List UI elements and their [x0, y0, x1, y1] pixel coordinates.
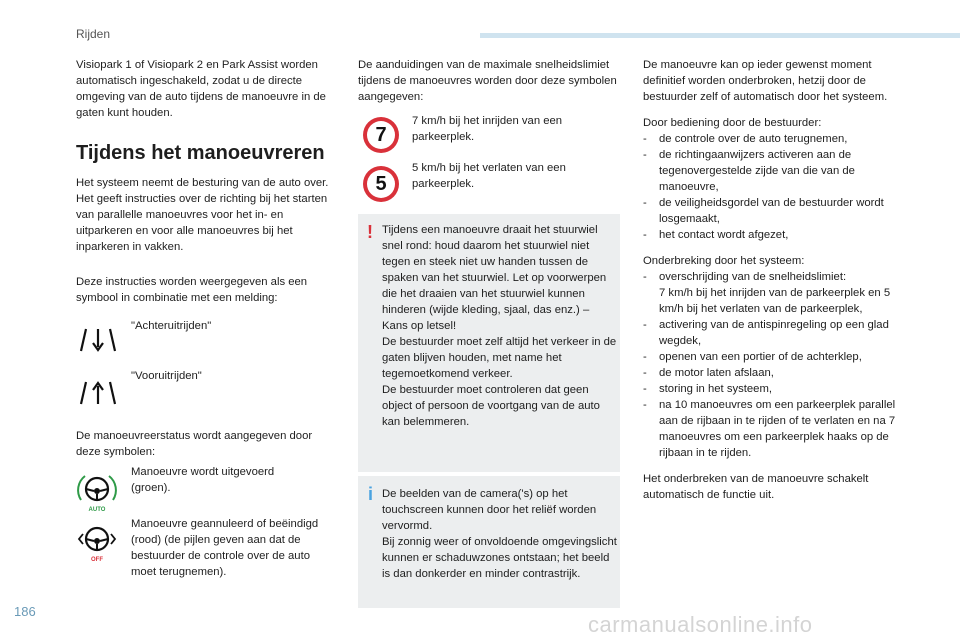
warning-paragraph-1: Tijdens een manoeuvre draait het stuurwiel snel rond: houd daarom het stuurwiel niet tegen en steek niet uw handen tussen de spaken van het stuurwiel. Let op voorwerpen die het draaien van het stuurwiel kunnen hinderen (wijde kleding, sjaal, das enz.) – Kans op letsel! [382, 224, 607, 332]
list-item [643, 397, 909, 461]
list-item-text: activering van de antispinregeling op een glad wegdek, [659, 319, 889, 347]
list-dash: - [643, 229, 647, 241]
info-box [358, 476, 620, 608]
reverse-arrow-icon [78, 325, 118, 355]
status-red-text: Manoeuvre geannuleerd of beëindigd (rood) (de pijlen geven aan dat de bestuurder de controle over de auto moet terugnemen). [131, 518, 319, 578]
list-item-text: de controle over de auto terugnemen, [659, 133, 848, 145]
forward-arrow-icon [78, 378, 118, 408]
list-item [643, 195, 909, 227]
status-paragraph: De manoeuvreerstatus wordt aangegeven door deze symbolen: [76, 430, 313, 458]
warning-icon: ! [367, 222, 373, 242]
section-heading: Tijdens het manoeuvreren [76, 142, 325, 164]
list-dash: - [643, 319, 647, 331]
list-dash: - [643, 133, 647, 145]
list-item-text: de motor laten afslaan, [659, 367, 774, 379]
list-item [643, 317, 909, 349]
list-item-text: het contact wordt afgezet, [659, 229, 789, 241]
off-label: OFF [91, 557, 103, 563]
info-icon: i [368, 484, 374, 504]
paragraph-system: Het systeem neemt de besturing van de auto over. Het geeft instructies over de richting bij het starten van parallelle manoeuvres voor het in- en uitparkeren en voor alle manoeuvres bij het inparkeren in vakken. [76, 177, 329, 253]
speed-7-text: 7 km/h bij het inrijden van een parkeerplek. [412, 115, 563, 143]
list-item [643, 227, 909, 243]
system-item-speed: overschrijding van de snelheidslimiet: [659, 271, 847, 283]
list-dash: - [643, 367, 647, 379]
label-forward: "Vooruitrijden" [131, 370, 202, 382]
interrupt-paragraph: De manoeuvre kan op ieder gewenst moment definitief worden onderbroken, hetzij door de bestuurder zelf of automatisch door het systeem. [643, 59, 888, 103]
list-item [643, 131, 909, 147]
warning-box [358, 214, 620, 472]
steering-off-icon [76, 520, 118, 564]
list-item-text: de richtingaanwijzers activeren aan de tegenovergestelde zijde van die van de manoeuvre, [659, 149, 855, 193]
page-number: 186 [14, 604, 36, 619]
watermark: carmanualsonline.info [588, 612, 813, 637]
speed-intro: De aanduidingen van de maximale snelheidslimiet tijdens de manoeuvres worden door deze symbolen aangegeven: [358, 59, 617, 103]
list-item-text [659, 269, 909, 317]
list-dash: - [643, 383, 647, 395]
system-list [643, 317, 909, 461]
label-reverse: "Achteruitrijden" [131, 320, 212, 332]
warning-paragraph-3: De bestuurder moet controleren dat geen object of persoon de voortgang van de auto kan belemmeren. [382, 384, 600, 428]
steering-auto-icon [76, 470, 118, 514]
list-item [643, 365, 909, 381]
column-3 [643, 57, 909, 503]
auto-label: AUTO [88, 507, 106, 513]
list-dash: - [643, 271, 647, 283]
system-title: Onderbreking door het systeem: [643, 255, 805, 267]
final-paragraph: Het onderbreken van de manoeuvre schakelt automatisch de functie uit. [643, 473, 869, 501]
column-2-intro [358, 57, 620, 105]
list-item [643, 147, 909, 195]
list-dash: - [643, 351, 647, 363]
driver-list [643, 131, 909, 243]
intro-paragraph: Visiopark 1 of Visiopark 2 en Park Assist worden automatisch ingeschakeld, zodat u de directe omgeving van de auto tijdens de manoeuvre in de gaten kunt houden. [76, 59, 326, 119]
header-bar [480, 33, 960, 38]
section-header: Rijden [76, 27, 111, 41]
info-paragraph-1: De beelden van de camera('s) op het touchscreen kunnen door het reliëf worden vervormd. [382, 488, 597, 532]
list-item [643, 269, 909, 317]
speed-sign-7-value: 7 [367, 121, 395, 149]
list-item-text: na 10 manoeuvres om een parkeerplek parallel aan de rijbaan in te rijden of te verlaten en na 7 manoeuvres om een parkeerplek haaks op de rijbaan in te rijden. [659, 399, 896, 459]
speed-sign-5 [363, 166, 399, 202]
system-item-speed-detail: 7 km/h bij het inrijden van de parkeerplek en 5 km/h bij het verlaten van de parkeerplek, [659, 287, 891, 315]
list-dash: - [643, 399, 647, 411]
list-item-text: openen van een portier of de achterklep, [659, 351, 862, 363]
list-item [643, 381, 909, 397]
paragraph-instructions: Deze instructies worden weergegeven als een symbool in combinatie met een melding: [76, 276, 308, 304]
warning-paragraph-2: De bestuurder moet zelf altijd het verkeer in de gaten blijven houden, met name het tegemoetkomend verkeer. [382, 336, 617, 380]
info-paragraph-2: Bij zonnig weer of onvoldoende omgevingslicht kunnen er schaduwzones ontstaan; het beeld is dan donkerder en minder contrastrijk. [382, 536, 617, 580]
list-item [643, 349, 909, 365]
speed-sign-7 [363, 117, 399, 153]
warning-text [382, 222, 618, 430]
status-intro [76, 428, 338, 460]
list-item-text: storing in het systeem, [659, 383, 773, 395]
speed-sign-5-value: 5 [367, 170, 395, 198]
column-1 [76, 57, 336, 306]
status-green-text: Manoeuvre wordt uitgevoerd (groen). [131, 466, 275, 494]
list-dash: - [643, 197, 647, 209]
list-item-text: de veiligheidsgordel van de bestuurder wordt losgemaakt, [659, 197, 884, 225]
info-text [382, 486, 618, 582]
list-dash: - [643, 149, 647, 161]
driver-title: Door bediening door de bestuurder: [643, 117, 822, 129]
speed-5-text: 5 km/h bij het verlaten van een parkeerplek. [412, 162, 566, 190]
